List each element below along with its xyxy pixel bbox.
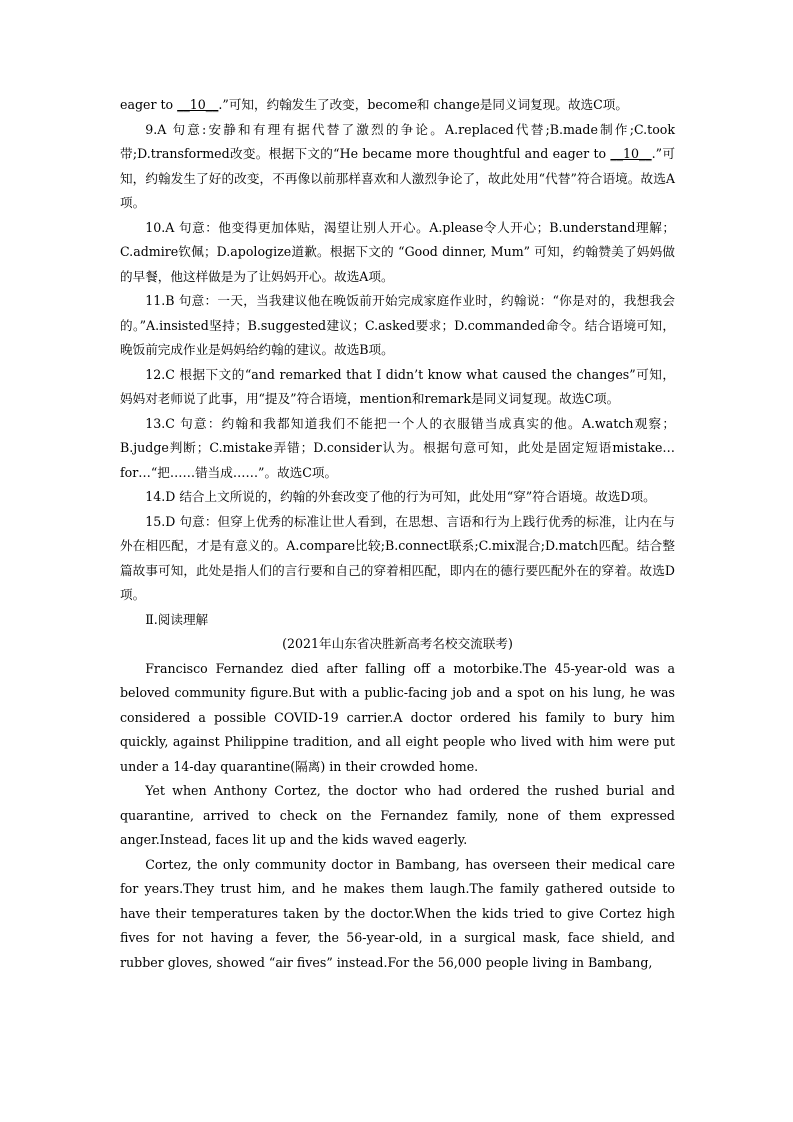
text-run: eager to (120, 97, 178, 112)
section-heading: Ⅱ.阅读理解 (145, 611, 209, 627)
text-run: 9.A 句意:安静和有理有据代替了激烈的争论。A.replaced代替;B.made制作;C.took带;D.transformed改变。根据下文的“He became more thoughtful and eager to (120, 121, 675, 161)
reading-paragraph-3: Cortez, the only community doctor in Bambang, has overseen their medical care for years.They trust him, and he makes them laugh.The family gathered outside to have their temperatures taken by the doctor.When the kids tried to give Cortez high fives for not having a fever, the 56-year-old, in a surgical mask, face shield, and rubber gloves, showed “air fives” instead.For the 56,000 people living in Bambang, (120, 856, 675, 970)
text-run: 10.A 句意：他变得更加体贴，渴望让别人开心。A.please令人开心；B.understand理解；C.admire钦佩；D.apologize道歉。根据下文的 “Good dinner, Mum” 可知，约翰赞美了妈妈做的早餐，他这样做是为了让妈妈开心。故选A项。 (120, 219, 675, 284)
answer-13 (120, 412, 675, 486)
text-run: 13.C 句意：约翰和我都知道我们不能把一个人的衣服错当成真实的他。A.watch观察；B.judge判断；C.mistake弄错；D.consider认为。根据句意可知，此处是固定短语mistake…for…“把……错当成……”。故选C项。 (120, 415, 675, 480)
reading-paragraph-1: Francisco Fernandez died after falling off a motorbike.The 45-year-old was a beloved community figure.But with a public-facing job and a spot on his lung, he was considered a possible COVID-19 carrier.A doctor ordered his family to bury him quickly, against Philippine tradition, and all eight people who lived with him were put under a 14-day quarantine(隔离) in their crowded home. (120, 660, 675, 774)
blank-10: __10__ (610, 146, 652, 161)
answer-14 (120, 485, 675, 510)
answer-9 (120, 118, 675, 216)
text-run: 11.B 句意：一天，当我建议他在晚饭前开始完成家庭作业时，约翰说：“你是对的，我想我会的。”A.insisted坚持；B.suggested建议；C.asked要求；D.commanded命令。结合语境可知，晚饭前完成作业是妈妈给约翰的建议。故选B项。 (120, 293, 675, 357)
answer-11 (120, 289, 675, 363)
text-run: .”可知，约翰发生了改变，become和 change是同义词复现。故选C项。 (218, 97, 628, 112)
answer-continuation (120, 93, 675, 118)
source-line: (2021年山东省决胜新高考名校交流联考) (282, 636, 513, 651)
reading-paragraph-2: Yet when Anthony Cortez, the doctor who had ordered the rushed burial and quarantine, arrived to check on the Fernandez family, none of them expressed anger.Instead, faces lit up and the kids waved eagerly. (120, 783, 675, 847)
answer-12 (120, 363, 675, 412)
text-run: 15.D 句意：但穿上优秀的标准让世人看到，在思想、言语和行为上践行优秀的标准，让内在与外在相匹配，才是有意义的。A.compare比较;B.connect联系;C.mix混合;D.match匹配。结合整篇故事可知，此处是指人们的言行要和自己的穿着相匹配，即内在的德行要匹配外在的穿着。故选D项。 (120, 513, 675, 602)
blank-10: __10__ (177, 97, 219, 112)
page-content (120, 93, 675, 975)
answer-10 (120, 216, 675, 290)
answer-15 (120, 510, 675, 608)
text-run: 12.C 根据下文的“and remarked that I didn’t know what caused the changes”可知，妈妈对老师说了此事，用“提及”符合语境，mention和remark是同义词复现。故选C项。 (120, 366, 675, 406)
text-run: .”可知，约翰发生了好的改变，不再像以前那样喜欢和人激烈争论了，故此处用“代替”符合语境。故选A项。 (120, 146, 675, 210)
text-run: 14.D 结合上文所说的，约翰的外套改变了他的行为可知，此处用“穿”符合语境。故选D项。 (145, 489, 656, 504)
